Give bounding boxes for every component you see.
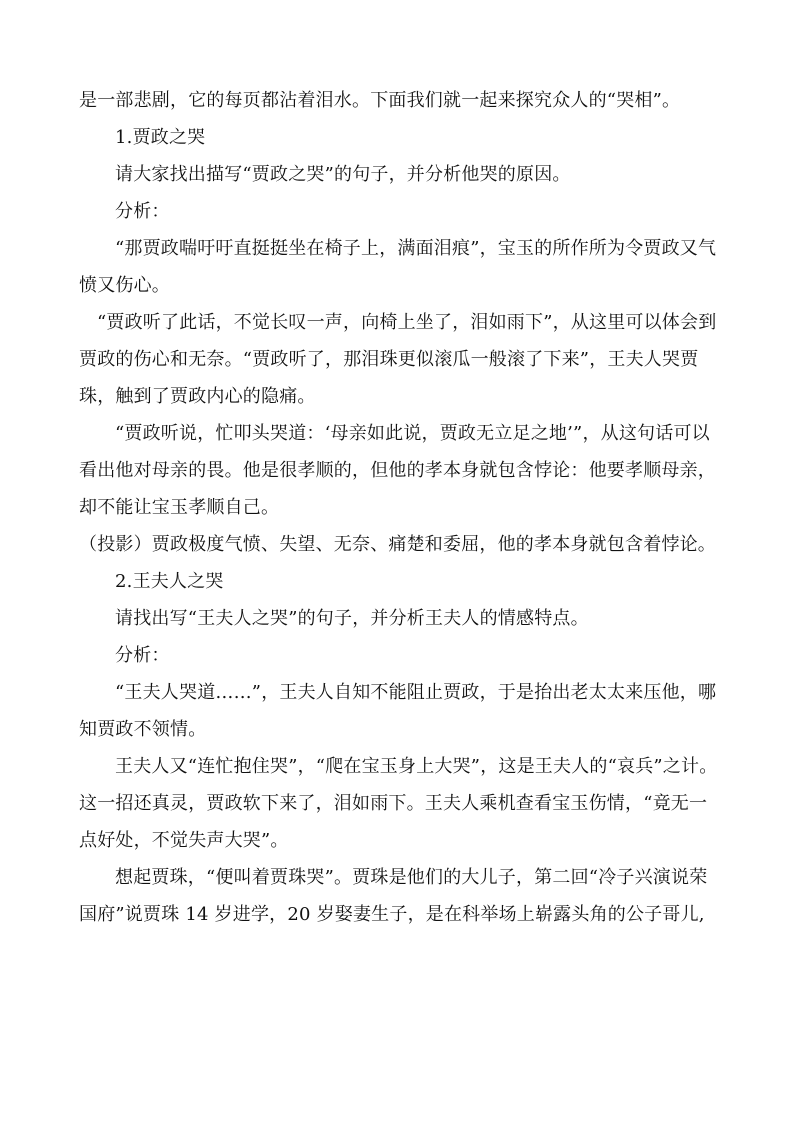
document-body xyxy=(79,82,719,933)
task-wang-furen: 请找出写“王夫人之哭”的句子，并分析王夫人的情感特点。 xyxy=(115,608,589,629)
analysis-label-2: 分析： xyxy=(115,645,170,666)
analysis-paragraph-5: 王夫人又“连忙抱住哭”，“爬在宝玉身上大哭”，这是王夫人的“哀兵”之计。这一招还真灵，贾政软下来了，泪如雨下。王夫人乘机查看宝玉伤情，“竟无一点好处，不觉失声大哭”。 xyxy=(79,756,718,851)
task-jia-zheng: 请大家找出描写“贾政之哭”的句子，并分析他哭的原因。 xyxy=(115,164,571,185)
analysis-paragraph-6: 想起贾珠，“便叫着贾珠哭”。贾珠是他们的大儿子，第二回“冷子兴演说荣国府”说贾珠 14 岁进学，20 岁娶妻生子，是在科举场上崭露头角的公子哥儿, xyxy=(79,867,708,925)
section-heading-wang-furen: 2.王夫人之哭 xyxy=(115,571,224,592)
analysis-paragraph-1: “那贾政喘吁吁直挺挺坐在椅子上，满面泪痕”，宝玉的所作所为令贾政又气愤又伤心。 xyxy=(79,238,717,296)
analysis-paragraph-3: “贾政听说，忙叩头哭道：‘母亲如此说，贾政无立足之地’”，从这句话可以看出他对母亲的畏。他是很孝顺的，但他的孝本身就包含悖论：他要孝顺母亲，却不能让宝玉孝顺自己。 xyxy=(79,423,716,518)
section-heading-jia-zheng: 1.贾政之哭 xyxy=(115,127,206,148)
analysis-paragraph-2: “贾政听了此话，不觉长叹一声，向椅上坐了，泪如雨下”，从这里可以体会到贾政的伤心和无奈。“贾政听了，那泪珠更似滚瓜一般滚了下来”，王夫人哭贾珠，触到了贾政内心的隐痛。 xyxy=(79,312,717,407)
analysis-paragraph-4: “王夫人哭道……”，王夫人自知不能阻止贾政，于是抬出老太太来压他，哪知贾政不领情。 xyxy=(79,682,717,740)
projection-summary: （投影）贾政极度气愤、失望、无奈、痛楚和委屈，他的孝本身就包含着悖论。 xyxy=(79,534,716,555)
analysis-label-1: 分析： xyxy=(115,201,170,222)
paragraph-intro: 是一部悲剧，它的每页都沾着泪水。下面我们就一起来探究众人的“哭相”。 xyxy=(79,90,681,111)
